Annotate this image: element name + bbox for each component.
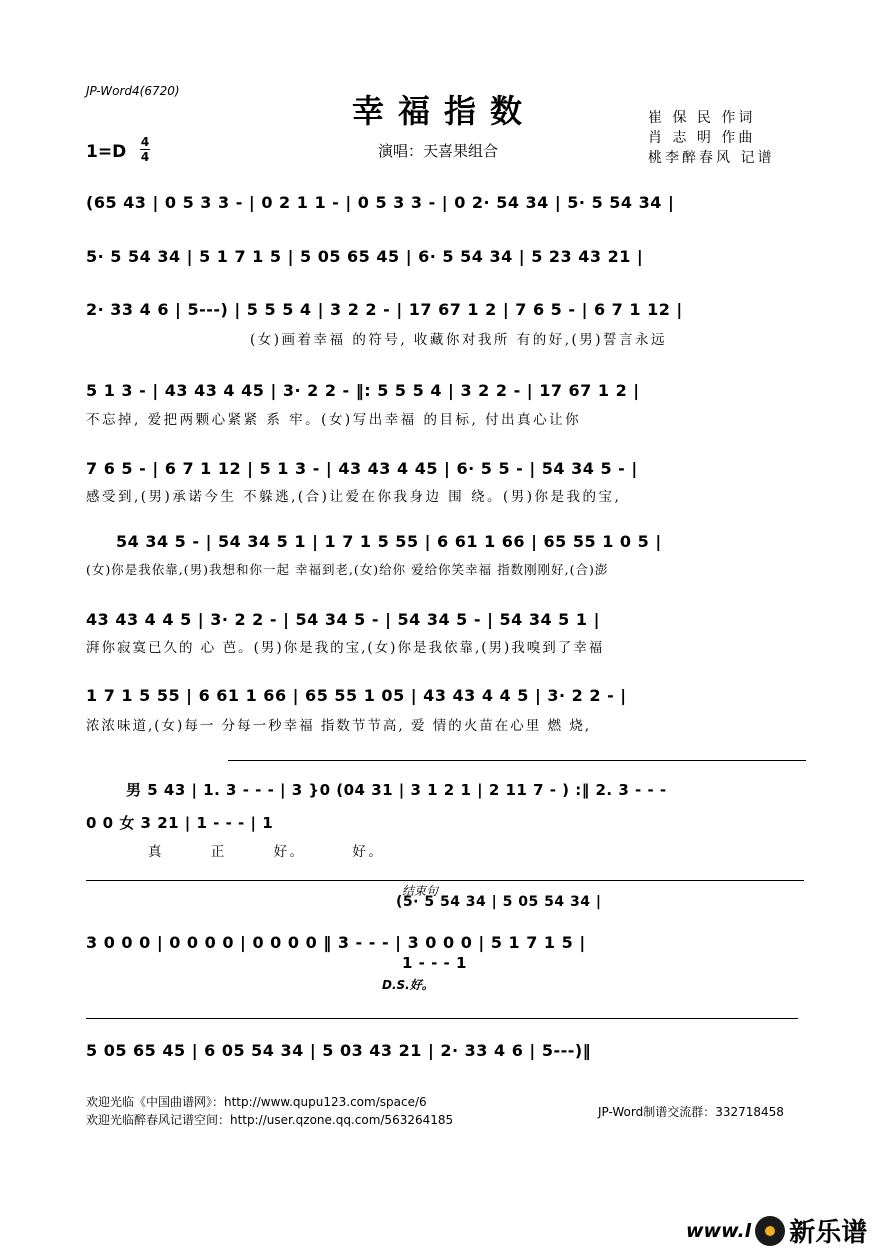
site-logo (686, 1212, 867, 1249)
notation-line: 1 7 1 5 55 | 6 61 1 66 | 65 55 1 05 | 43 43 4 4 5 | 3· 2 2 - | (86, 686, 627, 705)
volta-bracket (228, 760, 806, 761)
logo-www: www.l (686, 1219, 752, 1242)
notation-line: 2· 33 4 6 | 5---) | 5 5 5 4 | 3 2 2 - | 17 67 1 2 | 7 6 5 - | 6 7 1 12 | (86, 300, 683, 319)
lyric-line: (女)画着幸福 的符号, 收藏你对我所 有的好,(男)誓言永远 (250, 332, 668, 348)
notation-line-sub: 1 - - - 1 (402, 954, 467, 972)
notation-line: 3 0 0 0 | 0 0 0 0 | 0 0 0 0 ‖ 3 - - - | 3 0 0 0 | 5 1 7 1 5 | (86, 933, 586, 952)
notation-line: 43 43 4 4 5 | 3· 2 2 - | 54 34 5 - | 54 34 5 - | 54 34 5 1 | (86, 610, 600, 629)
lyric-line: (女)你是我依靠,(男)我想和你一起 幸福到老,(女)给你 爱给你笑幸福 指数刚刚好,(合)澎 (86, 562, 609, 577)
key-signature: 1=D (86, 142, 127, 162)
composer: 肖 志 明 作曲 (648, 130, 756, 146)
time-signature (140, 136, 150, 163)
transcriber: 桃李醉春风 记谱 (648, 150, 775, 166)
footer-link-qupu[interactable]: 欢迎光临《中国曲谱网》：http://www.qupu123.com/space/6 (86, 1095, 427, 1109)
ds-label: D.S.好。 (382, 978, 434, 992)
lyricist: 崔 保 民 作词 (648, 110, 756, 126)
song-title: 幸福指数 (351, 92, 536, 130)
meter-bottom: 4 (140, 150, 150, 164)
meter-top: 4 (140, 135, 150, 149)
notation-line-male: 男 5 43 | 1. 3 - - - | 3 }0 (04 31 | 3 1 2 1 | 2 11 7 - ) :‖ 2. 3 - - - (126, 781, 667, 799)
notation-line: (65 43 | 0 5 3 3 - | 0 2 1 1 - | 0 5 3 3 - | 0 2· 54 34 | 5· 5 54 34 | (86, 193, 675, 212)
section-rule (86, 880, 804, 881)
lyric-line: 湃你寂寞已久的 心 芭。(男)你是我的宝,(女)你是我依靠,(男)我嗅到了幸福 (86, 640, 605, 656)
lyric-line: 不忘掉, 爱把两颗心紧紧 系 牢。(女)写出幸福 的目标, 付出真心让你 (86, 412, 582, 428)
notation-line: 5· 5 54 34 | 5 1 7 1 5 | 5 05 65 45 | 6· 5 54 34 | 5 23 43 21 | (86, 247, 644, 266)
disc-icon (755, 1216, 785, 1246)
lyric-line: 感受到,(男)承诺今生 不躲逃,(合)让爱在你我身边 围 绕。(男)你是我的宝, (86, 489, 622, 505)
lyric-line: 真 正 好。 好。 (148, 844, 385, 860)
section-rule (86, 1018, 798, 1019)
notation-line: 5 1 3 - | 43 43 4 45 | 3· 2 2 - ‖: 5 5 5 4 | 3 2 2 - | 17 67 1 2 | (86, 381, 640, 400)
notation-line: 5 05 65 45 | 6 05 54 34 | 5 03 43 21 | 2· 33 4 6 | 5---)‖ (86, 1041, 592, 1060)
ending-label: 结束句 (402, 884, 439, 898)
notation-line: 54 34 5 - | 54 34 5 1 | 1 7 1 5 55 | 6 61 1 66 | 65 55 1 0 5 | (116, 532, 662, 551)
footer-link-qzone[interactable]: 欢迎光临醉春风记谱空间：http://user.qzone.qq.com/563264185 (86, 1113, 454, 1127)
edition-label: JP-Word4(6720) (86, 84, 180, 98)
singers: 演唱：天喜果组合 (378, 142, 499, 160)
notation-line: 7 6 5 - | 6 7 1 12 | 5 1 3 - | 43 43 4 45 | 6· 5 5 - | 54 34 5 - | (86, 459, 638, 478)
logo-text: 新乐谱 (789, 1218, 868, 1248)
notation-line-female: 0 0 女 3 21 | 1 - - - | 1 (86, 814, 274, 832)
lyric-line: 浓浓味道,(女)每一 分每一秒幸福 指数节节高, 爱 情的火苗在心里 燃 烧, (86, 718, 592, 734)
footer-links (86, 1093, 453, 1129)
credits (648, 108, 774, 168)
notation-line-top: (5· 5 54 34 | 5 05 54 34 | (396, 894, 602, 910)
qq-group: JP-Word制谱交流群：332718458 (598, 1105, 784, 1119)
